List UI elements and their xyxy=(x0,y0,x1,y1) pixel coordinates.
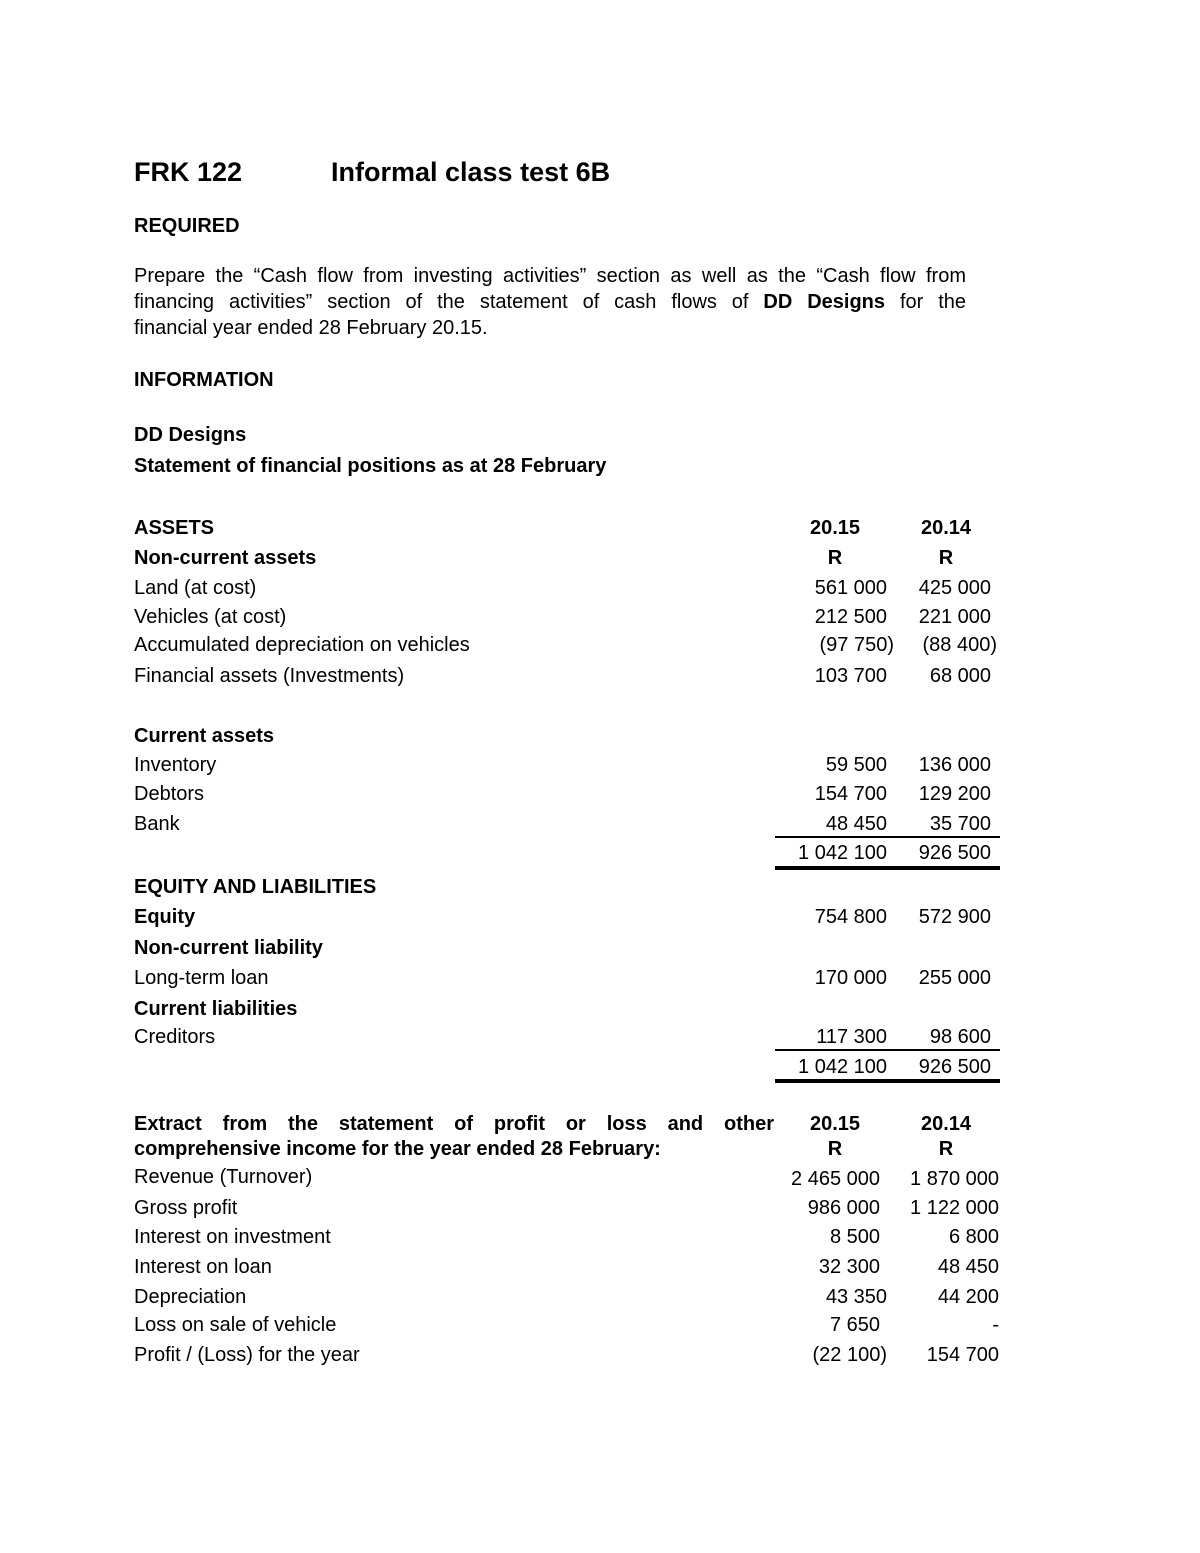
equity-2015: 754 800 xyxy=(814,906,887,928)
required-line-3: financial year ended 28 February 20.15. xyxy=(134,317,488,339)
revenue-label: Revenue (Turnover) xyxy=(134,1166,313,1188)
interest-loan-label: Interest on loan xyxy=(134,1256,272,1278)
vehicles-2015: 212 500 xyxy=(814,606,887,628)
total-double-rule xyxy=(775,866,1000,870)
profit-loss-2015: (22 100) xyxy=(812,1344,887,1366)
long-term-loan-2015: 170 000 xyxy=(814,967,887,989)
profit-loss-2014: 154 700 xyxy=(926,1344,999,1366)
loss-sale-vehicle-label: Loss on sale of vehicle xyxy=(134,1314,337,1336)
inventory-2015: 59 500 xyxy=(825,754,887,776)
bank-label: Bank xyxy=(134,813,180,835)
creditors-2015: 117 300 xyxy=(816,1026,887,1048)
land-label: Land (at cost) xyxy=(134,577,257,599)
equity-liabilities-heading: EQUITY AND LIABILITIES xyxy=(134,876,377,898)
total-el-2014: 926 500 xyxy=(918,1056,991,1078)
land-2014: 425 000 xyxy=(918,577,991,599)
subtotal-rule-2 xyxy=(775,1049,1000,1051)
current-liabilities-heading: Current liabilities xyxy=(134,998,298,1020)
depreciation-2014: 44 200 xyxy=(937,1286,999,1308)
debtors-2014: 129 200 xyxy=(918,783,991,805)
interest-investment-label: Interest on investment xyxy=(134,1226,331,1248)
debtors-2015: 154 700 xyxy=(814,783,887,805)
company-name: DD Designs xyxy=(134,424,247,446)
noncurrent-assets-heading: Non-current assets xyxy=(134,547,317,569)
interest-investment-2015: 8 500 xyxy=(829,1226,880,1248)
course-code: FRK 122 xyxy=(134,157,243,187)
long-term-loan-label: Long-term loan xyxy=(134,967,269,989)
total-assets-2015: 1 042 100 xyxy=(798,842,887,864)
total-el-2015: 1 042 100 xyxy=(798,1056,887,1078)
depreciation-label: Depreciation xyxy=(134,1286,247,1308)
vehicles-label: Vehicles (at cost) xyxy=(134,606,287,628)
extract-currency-2014: R xyxy=(938,1138,954,1160)
required-line-1: Prepare the “Cash flow from investing activities” section as well as the “Cash flow from xyxy=(134,265,966,287)
total-double-rule-2 xyxy=(775,1079,1000,1083)
financial-assets-label: Financial assets (Investments) xyxy=(134,665,405,687)
extract-heading: Extract from the statement of profit or loss and other comprehensive income for the year ended 28 February: xyxy=(134,1113,774,1160)
current-assets-heading: Current assets xyxy=(134,725,275,747)
noncurrent-liability-heading: Non-current liability xyxy=(134,937,323,959)
sfp-col-2014: 20.14 xyxy=(920,517,972,539)
depreciation-2015: 43 350 xyxy=(825,1286,887,1308)
page-title: Informal class test 6B xyxy=(331,157,611,187)
required-paragraph xyxy=(134,263,966,341)
creditors-2014: 98 600 xyxy=(929,1026,991,1048)
gross-profit-label: Gross profit xyxy=(134,1197,238,1219)
sfp-currency-2014: R xyxy=(938,547,954,569)
acc-depreciation-2014: (88 400) xyxy=(922,634,997,656)
interest-loan-2015: 32 300 xyxy=(818,1256,880,1278)
equity-label: Equity xyxy=(134,906,196,928)
acc-depreciation-2015: (97 750) xyxy=(819,634,894,656)
required-line-2: financing activities” section of the statement of cash flows of DD Designs for the xyxy=(134,291,967,313)
land-2015: 561 000 xyxy=(814,577,887,599)
gross-profit-2014: 1 122 000 xyxy=(910,1197,999,1219)
long-term-loan-2014: 255 000 xyxy=(918,967,991,989)
vehicles-2014: 221 000 xyxy=(918,606,991,628)
debtors-label: Debtors xyxy=(134,783,205,805)
revenue-2014: 1 870 000 xyxy=(910,1168,999,1190)
loss-sale-vehicle-2015: 7 650 xyxy=(829,1314,880,1336)
company-name-inline: DD Designs xyxy=(763,291,886,313)
loss-sale-vehicle-2014: - xyxy=(992,1314,999,1336)
equity-2014: 572 900 xyxy=(918,906,991,928)
gross-profit-2015: 986 000 xyxy=(807,1197,880,1219)
sfp-title: Statement of financial positions as at 28 February xyxy=(134,455,607,477)
information-heading: INFORMATION xyxy=(134,369,274,391)
extract-col-2015: 20.15 xyxy=(809,1113,861,1135)
bank-2014: 35 700 xyxy=(929,813,991,835)
bank-2015: 48 450 xyxy=(825,813,887,835)
inventory-label: Inventory xyxy=(134,754,217,776)
required-heading: REQUIRED xyxy=(134,215,240,237)
profit-loss-label: Profit / (Loss) for the year xyxy=(134,1344,360,1366)
assets-heading: ASSETS xyxy=(134,517,215,539)
acc-depreciation-label: Accumulated depreciation on vehicles xyxy=(134,634,470,656)
subtotal-rule xyxy=(775,836,1000,838)
creditors-label: Creditors xyxy=(134,1026,216,1048)
total-assets-2014: 926 500 xyxy=(918,842,991,864)
extract-currency-2015: R xyxy=(827,1138,843,1160)
financial-assets-2014: 68 000 xyxy=(929,665,991,687)
revenue-2015: 2 465 000 xyxy=(791,1168,880,1190)
financial-assets-2015: 103 700 xyxy=(814,665,887,687)
interest-loan-2014: 48 450 xyxy=(937,1256,999,1278)
sfp-col-2015: 20.15 xyxy=(809,517,861,539)
extract-col-2014: 20.14 xyxy=(920,1113,972,1135)
sfp-currency-2015: R xyxy=(827,547,843,569)
inventory-2014: 136 000 xyxy=(918,754,991,776)
interest-investment-2014: 6 800 xyxy=(948,1226,999,1248)
